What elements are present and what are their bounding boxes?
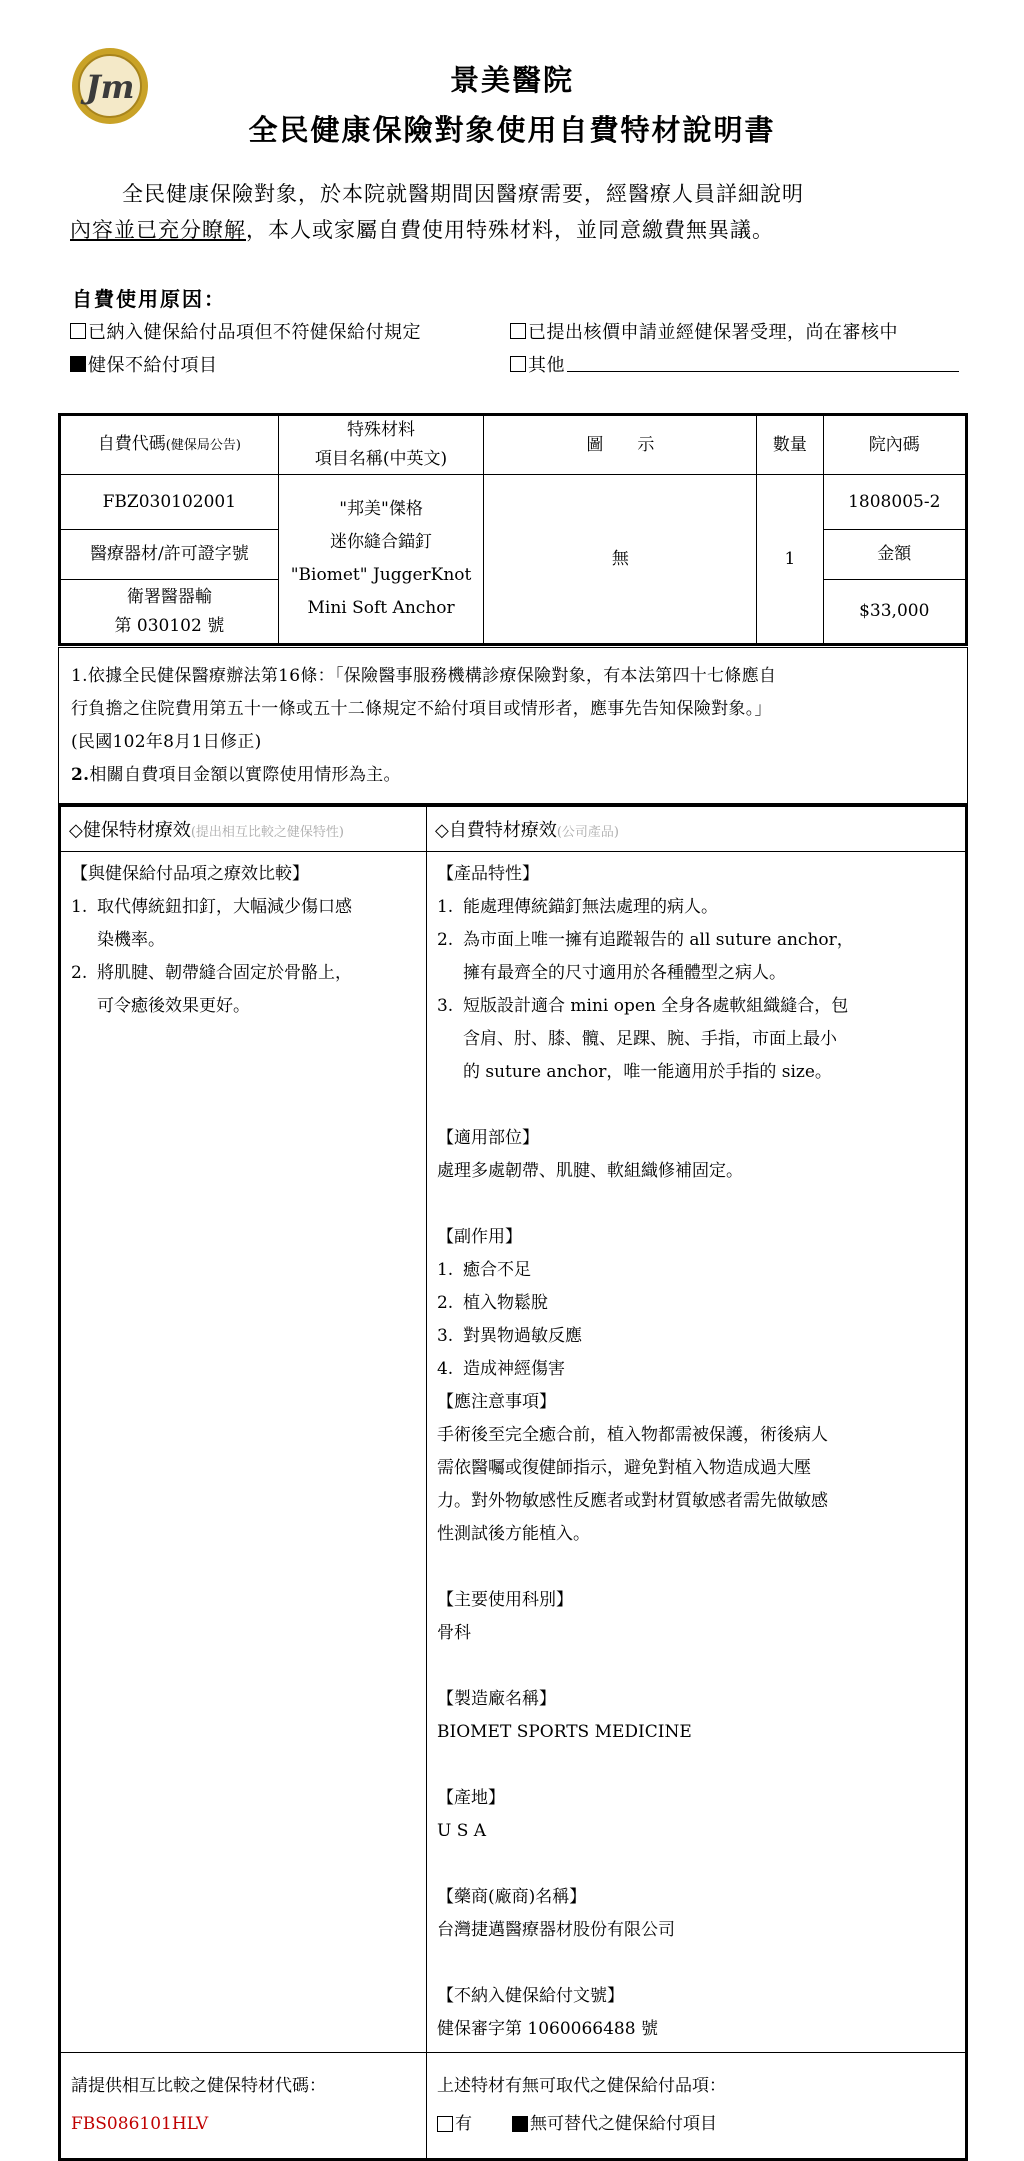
reason-option-label: 健保不給付項目	[88, 355, 218, 376]
nhi-code-value: FBS086101HLV	[71, 2114, 209, 2134]
substitute-label: 上述特材有無可取代之健保給付品項：	[436, 2076, 726, 2096]
section-title: 【產地】	[436, 1788, 505, 1808]
section-text: 手術後至完全癒合前，植入物都需被保護，術後病人	[436, 1425, 828, 1445]
section-title: 【產品特性】	[436, 864, 539, 884]
section-title: 【不納入健保給付文號】	[436, 1986, 624, 2006]
section-title: 【適用部位】	[436, 1128, 539, 1148]
note-line: 行負擔之住院費用第五十一條或五十二條規定不給付項目或情形者，應事先告知保險對象。」	[71, 699, 772, 719]
item-hospital-code: 1808005-2	[823, 475, 967, 530]
reason-option-4[interactable]	[510, 351, 959, 377]
header-code: 自費代碼(健保局公告)	[60, 415, 279, 475]
list-item: 1. 能處理傳統錨釘無法處理的病人。	[436, 897, 718, 917]
section-text: U S A	[436, 1821, 487, 1841]
note-line: 1.依據全民健保醫療辦法第16條：「保險醫事服務機構診療保險對象，有本法第四十七條應自	[71, 666, 777, 686]
header-name: 特殊材料 項目名稱(中英文)	[278, 415, 484, 475]
item-qty: 1	[757, 475, 823, 645]
section-text: 骨科	[436, 1623, 471, 1643]
checkbox-icon[interactable]	[510, 356, 526, 372]
list-item: 1. 癒合不足	[436, 1260, 531, 1280]
section-text: 健保審字第 1060066488 號	[436, 2019, 658, 2039]
section-title: 【副作用】	[436, 1227, 522, 1247]
nhi-code-label: 請提供相互比較之健保特材代碼：	[71, 2076, 326, 2096]
section-text: 台灣捷邁醫療器材股份有限公司	[436, 1920, 675, 1940]
legal-notes	[58, 647, 968, 804]
item-code: FBZ030102001	[60, 475, 279, 530]
note-line: (民國102年8月1日修正)	[71, 732, 262, 752]
list-item: 4. 造成神經傷害	[436, 1359, 565, 1379]
nhi-efficacy-header: ◇健保特材療效(提出相互比較之健保特性)	[60, 806, 427, 852]
hospital-name: 景美醫院	[449, 63, 574, 97]
reason-option-3[interactable]	[70, 351, 218, 377]
section-text: 需依醫囑或復健師指示，避免對植入物造成過大壓	[436, 1458, 811, 1478]
section-title: 【製造廠名稱】	[436, 1689, 556, 1709]
self-pay-efficacy-header: ◇自費特材療效(公司產品)	[426, 806, 966, 852]
checkbox-checked-icon[interactable]	[512, 2116, 528, 2132]
substitute-cell	[426, 2053, 966, 2160]
list-item: 1. 取代傳統鈕扣釘，大幅減少傷口感 染機率。	[71, 897, 352, 950]
section-text: 性測試後方能植入。	[436, 1524, 590, 1544]
list-item: 2. 植入物鬆脫	[436, 1293, 548, 1313]
checkbox-icon[interactable]	[70, 323, 86, 339]
section-text: 處理多處韌帶、肌腱、軟組織修補固定。	[436, 1161, 743, 1181]
option-yes-label: 有	[454, 2114, 472, 2134]
section-text: 力。對外物敏感性反應者或對材質敏感者需先做敏感	[436, 1491, 828, 1511]
item-amount: $33,000	[823, 580, 967, 645]
amount-label: 金額	[823, 530, 967, 580]
page-title: 全民健康保險對象使用自費特材說明書	[248, 113, 776, 147]
intro-line-1: 全民健康保險對象，於本院就醫期間因醫療需要，經醫療人員詳細說明	[122, 182, 804, 206]
list-item: 2. 為市面上唯一擁有追蹤報告的 all suture anchor， 擁有最齊全的尺寸適用於各種體型之病人。	[436, 930, 854, 983]
reason-option-1[interactable]	[70, 318, 421, 344]
item-image: 無	[484, 475, 757, 645]
comparison-table	[58, 804, 968, 2161]
header-qty: 數量	[757, 415, 823, 475]
checkbox-checked-icon[interactable]	[70, 356, 86, 372]
item-name: "邦美"傑格 迷你縫合錨釘 "Biomet" JuggerKnot Mini Soft Anchor	[278, 475, 484, 645]
item-table	[58, 413, 968, 646]
reason-option-2[interactable]	[510, 318, 898, 344]
svg-text:Jm: Jm	[85, 68, 135, 106]
intro-underlined: 內容並已充分瞭解	[70, 218, 246, 242]
option-no-label: 無可替代之健保給付項目	[529, 2114, 717, 2134]
nhi-code-cell	[60, 2053, 427, 2160]
reason-heading: 自費使用原因：	[72, 287, 226, 311]
list-item: 3. 對異物過敏反應	[436, 1326, 582, 1346]
header-image: 圖 示	[484, 415, 757, 475]
section-title: 【應注意事項】	[436, 1392, 556, 1412]
intro-paragraph	[70, 176, 970, 248]
other-fill-line[interactable]	[567, 356, 959, 372]
license-label: 醫療器材/許可證字號	[60, 530, 279, 580]
nhi-efficacy-content	[60, 852, 427, 2053]
license-number: 衛署醫器輸 第 030102 號	[60, 580, 279, 645]
self-pay-efficacy-content	[426, 852, 966, 2053]
list-item: 2. 將肌腱、韌帶縫合固定於骨骼上， 可令癒後效果更好。	[71, 963, 352, 1016]
section-title: 【主要使用科別】	[436, 1590, 573, 1610]
section-title: 【與健保給付品項之療效比較】	[71, 864, 309, 884]
reason-option-label: 已提出核價申請並經健保署受理，尚在審核中	[528, 322, 898, 343]
section-title: 【藥商(廠商)名稱】	[436, 1887, 587, 1907]
reason-option-label: 已納入健保給付品項但不符健保給付規定	[88, 322, 421, 343]
checkbox-icon[interactable]	[437, 2116, 453, 2132]
section-text: BIOMET SPORTS MEDICINE	[436, 1722, 692, 1742]
list-item: 3. 短版設計適合 mini open 全身各處軟組織縫合，包 含肩、肘、膝、髖、足踝、腕、手指，市面上最小 的 suture anchor，唯一能適用於手指的 size。	[436, 996, 849, 1082]
intro-line-2	[70, 212, 970, 248]
reason-option-label: 其他	[528, 355, 565, 376]
checkbox-icon[interactable]	[510, 323, 526, 339]
header-hospital-code: 院內碼	[823, 415, 967, 475]
note-line: 2.相關自費項目金額以實際使用情形為主。	[71, 765, 401, 785]
intro-rest: ，本人或家屬自費使用特殊材料，並同意繳費無異議。	[246, 218, 774, 242]
